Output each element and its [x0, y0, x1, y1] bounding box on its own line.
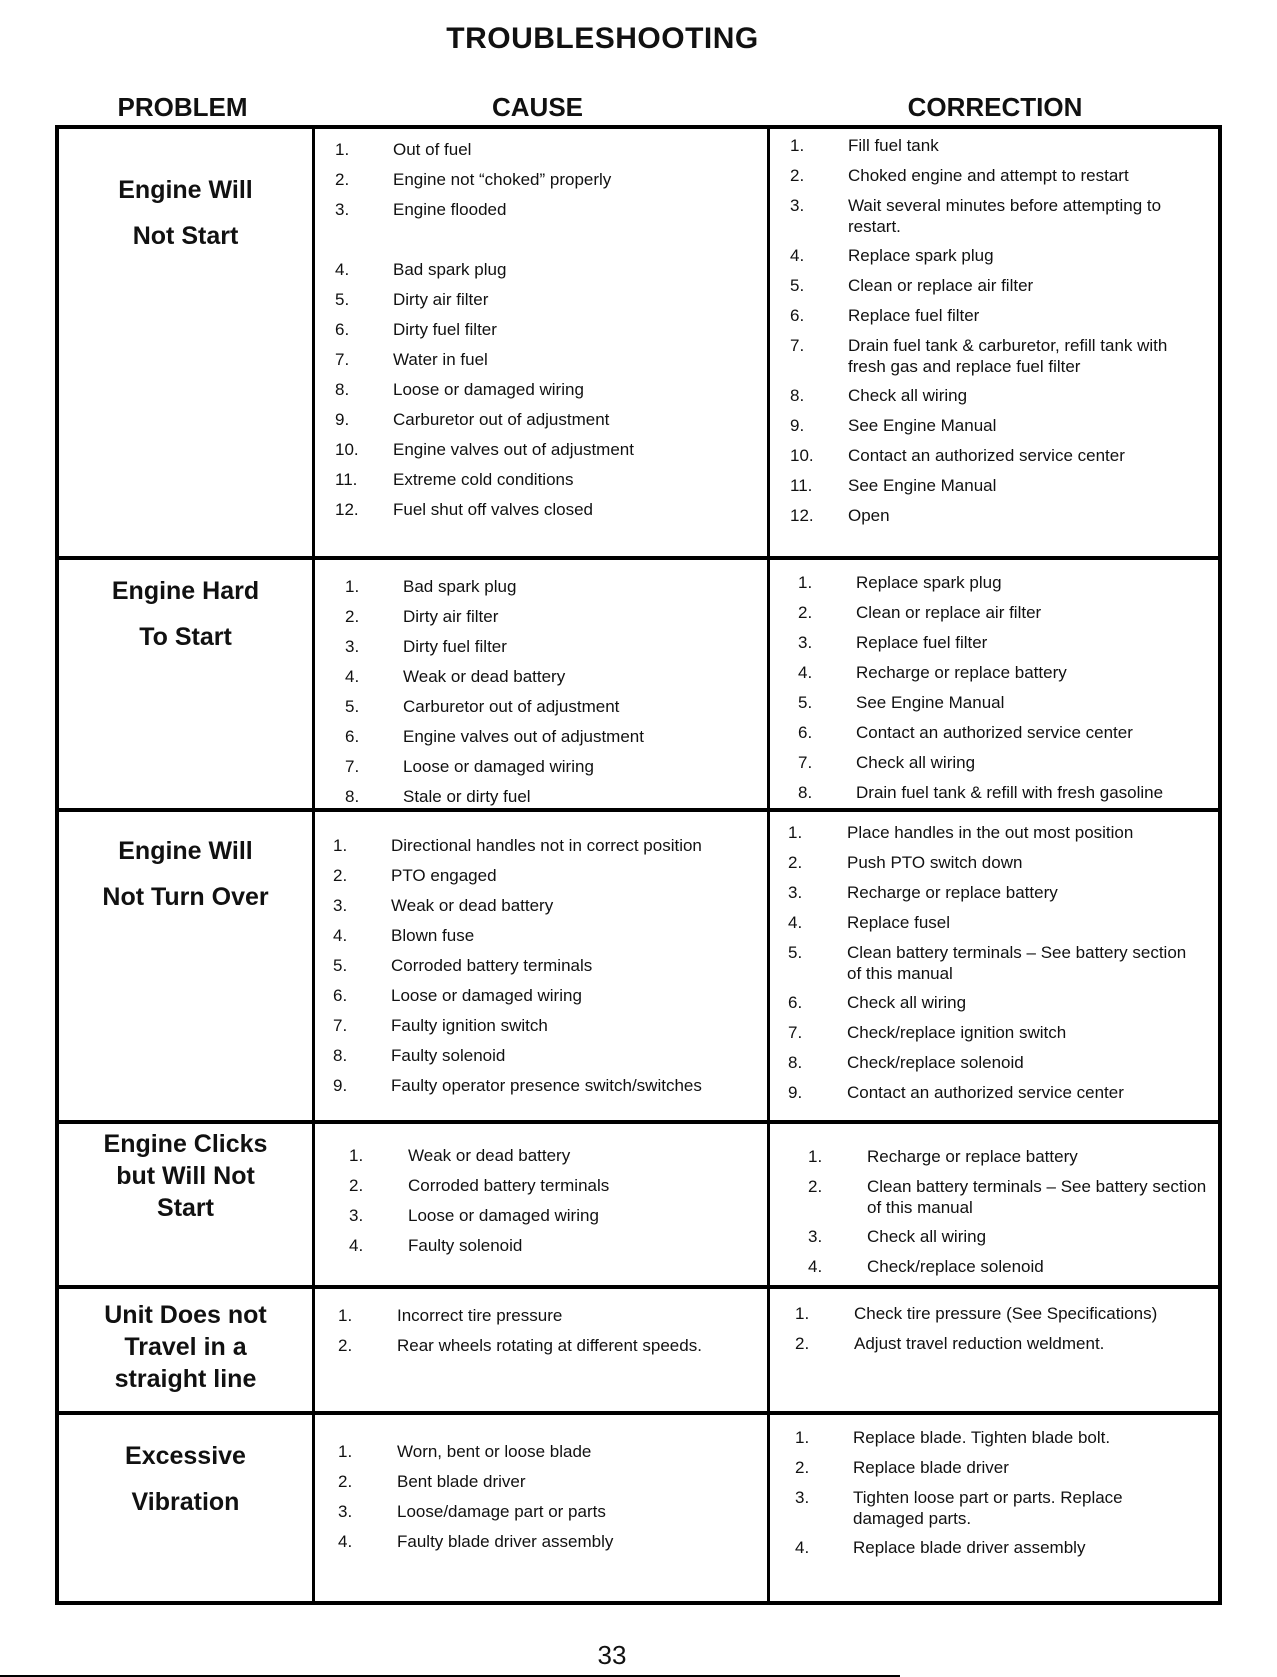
cause-item-number: 4. [345, 667, 360, 686]
correction-item-text: Push PTO switch down [847, 853, 1023, 872]
problem-cell [59, 1415, 315, 1601]
correction-item-number: 10. [790, 446, 814, 465]
problem-label: Unit Does not Travel in a straight line [104, 1301, 267, 1393]
problem-label: Excessive Vibration [125, 1442, 246, 1516]
cause-item-text: Bad spark plug [403, 577, 517, 596]
cause-item-number: 6. [333, 986, 348, 1005]
table-row [59, 1411, 1218, 1601]
correction-item-text: Replace spark plug [848, 246, 994, 265]
correction-item-number: 1. [795, 1428, 810, 1447]
correction-item-text: Clean or replace air filter [848, 276, 1034, 295]
page-title: TROUBLESHOOTING [446, 22, 759, 55]
cause-item-number: 1. [333, 836, 348, 855]
cause-item-number: 8. [333, 1046, 348, 1065]
cause-item-number: 1. [335, 140, 350, 159]
cause-item-number: 1. [338, 1306, 353, 1325]
cause-item-text: Faulty ignition switch [391, 1016, 548, 1035]
correction-item-number: 1. [788, 823, 803, 842]
cause-item-number: 2. [338, 1336, 353, 1355]
table-row [59, 556, 1218, 808]
cause-item-text: Faulty operator presence switch/switches [391, 1076, 702, 1095]
cause-item-text: Engine flooded [393, 200, 507, 219]
correction-item-text: Wait several minutes before attempting to restart. [848, 196, 1162, 236]
cause-item-text: Engine not “choked” properly [393, 170, 612, 189]
correction-item-text: Contact an authorized service center [856, 723, 1133, 742]
cause-item-text: Engine valves out of adjustment [403, 727, 644, 746]
cause-cell [315, 1124, 770, 1285]
correction-item-number: 3. [795, 1488, 810, 1507]
cause-item-text: Faulty solenoid [391, 1046, 506, 1065]
correction-item-text: Clean battery terminals – See battery section of this manual [867, 1177, 1207, 1217]
correction-item-number: 8. [790, 386, 805, 405]
correction-item-number: 1. [798, 573, 813, 592]
cause-item-number: 2. [333, 866, 348, 885]
cause-item-number: 9. [333, 1076, 348, 1095]
correction-item-number: 2. [808, 1177, 823, 1196]
cause-item-number: 3. [335, 200, 350, 219]
cause-item-number: 3. [338, 1502, 353, 1521]
correction-item-text: Drain fuel tank & refill with fresh gasoline [856, 783, 1164, 802]
cause-item-number: 5. [335, 290, 350, 309]
cause-item-text: PTO engaged [391, 866, 497, 885]
problem-label: Engine Hard To Start [111, 577, 260, 651]
correction-item-text: Adjust travel reduction weldment. [854, 1334, 1105, 1353]
cause-item-number: 5. [333, 956, 348, 975]
correction-item-number: 2. [795, 1458, 810, 1477]
cause-item-text: Faulty solenoid [408, 1236, 523, 1255]
correction-item-text: Check all wiring [856, 753, 976, 772]
cause-item-number: 6. [345, 727, 360, 746]
correction-item-text: Replace fusel [847, 913, 951, 932]
cause-item-text: Loose/damage part or parts [397, 1502, 606, 1521]
cause-item-number: 8. [345, 787, 360, 806]
correction-cell [770, 560, 1218, 808]
cause-item-text: Dirty air filter [403, 607, 499, 626]
correction-item-number: 2. [790, 166, 805, 185]
problem-cell [59, 1124, 315, 1285]
cause-cell [315, 1415, 770, 1601]
cause-item-number: 2. [345, 607, 360, 626]
correction-item-text: Tighten loose part or parts. Replace damaged parts. [853, 1488, 1123, 1528]
page-number: 33 [597, 1640, 627, 1670]
cause-item-number: 2. [335, 170, 350, 189]
cause-item-text: Dirty fuel filter [403, 637, 507, 656]
correction-item-number: 3. [808, 1227, 823, 1246]
problem-cell [59, 1289, 315, 1411]
correction-item-number: 7. [798, 753, 813, 772]
cause-item-text: Out of fuel [393, 140, 472, 159]
cause-item-text: Incorrect tire pressure [397, 1306, 563, 1325]
cause-item-text: Weak or dead battery [403, 667, 566, 686]
cause-item-text: Rear wheels rotating at different speeds. [397, 1336, 702, 1355]
cause-item-text: Carburetor out of adjustment [403, 697, 620, 716]
correction-item-number: 8. [798, 783, 813, 802]
correction-item-text: Replace fuel filter [848, 306, 980, 325]
cause-cell [315, 1289, 770, 1411]
correction-item-number: 3. [798, 633, 813, 652]
problem-cell [59, 560, 315, 808]
cause-item-number: 4. [335, 260, 350, 279]
correction-item-text: Place handles in the out most position [847, 823, 1134, 842]
correction-item-text: Recharge or replace battery [867, 1147, 1078, 1166]
cause-item-number: 4. [333, 926, 348, 945]
table-row [59, 808, 1218, 1120]
cause-item-text: Weak or dead battery [391, 896, 554, 915]
correction-item-number: 1. [795, 1304, 810, 1323]
cause-item-number: 3. [333, 896, 348, 915]
correction-item-text: Check tire pressure (See Specifications) [854, 1304, 1158, 1323]
cause-item-text: Directional handles not in correct position [391, 836, 702, 855]
table-row [59, 1285, 1218, 1411]
cause-item-text: Extreme cold conditions [393, 470, 574, 489]
cause-item-text: Weak or dead battery [408, 1146, 571, 1165]
correction-item-text: See Engine Manual [848, 416, 997, 435]
correction-cell [770, 129, 1218, 556]
correction-item-text: Replace blade. Tighten blade bolt. [853, 1428, 1111, 1447]
correction-item-number: 4. [798, 663, 813, 682]
correction-item-number: 7. [790, 336, 805, 355]
header-cause: CAUSE [491, 92, 583, 122]
cause-item-number: 7. [345, 757, 360, 776]
cause-item-number: 10. [335, 440, 359, 459]
correction-item-number: 4. [795, 1538, 810, 1557]
correction-cell [770, 1415, 1218, 1601]
correction-item-text: Clean or replace air filter [856, 603, 1042, 622]
troubleshooting-table [55, 125, 1222, 1605]
correction-item-text: Replace blade driver assembly [853, 1538, 1086, 1557]
cause-item-text: Corroded battery terminals [408, 1176, 610, 1195]
cause-item-number: 1. [349, 1146, 364, 1165]
correction-item-text: Open [848, 506, 890, 525]
cause-item-text: Loose or damaged wiring [391, 986, 582, 1005]
cause-item-text: Water in fuel [393, 350, 488, 369]
correction-item-number: 5. [788, 943, 803, 962]
cause-item-text: Engine valves out of adjustment [393, 440, 634, 459]
correction-item-number: 6. [788, 993, 803, 1012]
header-correction: CORRECTION [907, 92, 1083, 122]
cause-item-number: 11. [335, 470, 358, 489]
correction-item-number: 6. [790, 306, 805, 325]
cause-item-text: Dirty air filter [393, 290, 489, 309]
correction-item-number: 7. [788, 1023, 803, 1042]
correction-cell [770, 812, 1218, 1120]
correction-item-text: Recharge or replace battery [847, 883, 1058, 902]
correction-item-number: 9. [788, 1083, 803, 1102]
correction-cell [770, 1289, 1218, 1411]
correction-item-text: Contact an authorized service center [848, 446, 1125, 465]
cause-item-number: 1. [345, 577, 360, 596]
correction-item-text: Fill fuel tank [848, 136, 939, 155]
cause-item-text: Dirty fuel filter [393, 320, 497, 339]
correction-item-text: See Engine Manual [848, 476, 997, 495]
correction-item-text: Check/replace ignition switch [847, 1023, 1067, 1042]
correction-item-number: 2. [795, 1334, 810, 1353]
problem-label: Engine Will Not Start [118, 176, 253, 250]
problem-cell [59, 129, 315, 556]
correction-item-text: Recharge or replace battery [856, 663, 1067, 682]
cause-cell [315, 129, 770, 556]
correction-item-number: 1. [790, 136, 805, 155]
cause-item-text: Worn, bent or loose blade [397, 1442, 592, 1461]
correction-item-text: Replace fuel filter [856, 633, 988, 652]
cause-item-text: Blown fuse [391, 926, 475, 945]
correction-item-number: 3. [788, 883, 803, 902]
correction-item-number: 8. [788, 1053, 803, 1072]
table-row [59, 1120, 1218, 1285]
correction-item-text: Check/replace solenoid [867, 1257, 1044, 1276]
correction-item-text: Drain fuel tank & carburetor, refill tank with fresh gas and replace fuel filter [848, 336, 1168, 376]
correction-item-text: Check/replace solenoid [847, 1053, 1024, 1072]
cause-item-number: 8. [335, 380, 350, 399]
cause-item-text: Faulty blade driver assembly [397, 1532, 614, 1551]
cause-item-text: Loose or damaged wiring [403, 757, 594, 776]
cause-item-text: Carburetor out of adjustment [393, 410, 610, 429]
cause-item-number: 9. [335, 410, 350, 429]
correction-item-number: 9. [790, 416, 805, 435]
correction-item-number: 2. [798, 603, 813, 622]
cause-item-text: Stale or dirty fuel [403, 787, 531, 806]
cause-item-text: Loose or damaged wiring [393, 380, 584, 399]
cause-item-number: 2. [349, 1176, 364, 1195]
correction-item-number: 4. [808, 1257, 823, 1276]
problem-label: Engine Clicks but Will Not Start [103, 1130, 268, 1222]
correction-item-number: 5. [798, 693, 813, 712]
correction-item-number: 3. [790, 196, 805, 215]
correction-item-text: Check all wiring [867, 1227, 987, 1246]
correction-item-number: 5. [790, 276, 805, 295]
correction-item-text: Choked engine and attempt to restart [848, 166, 1129, 185]
cause-item-number: 1. [338, 1442, 353, 1461]
correction-item-text: Contact an authorized service center [847, 1083, 1124, 1102]
correction-item-number: 4. [790, 246, 805, 265]
table-row [59, 129, 1218, 556]
correction-item-number: 1. [808, 1147, 823, 1166]
correction-item-text: Clean battery terminals – See battery section of this manual [847, 943, 1187, 983]
cause-item-number: 4. [338, 1532, 353, 1551]
cause-item-number: 7. [333, 1016, 348, 1035]
cause-item-text: Corroded battery terminals [391, 956, 593, 975]
correction-item-number: 11. [790, 476, 813, 495]
cause-item-text: Fuel shut off valves closed [393, 500, 594, 519]
cause-item-number: 7. [335, 350, 350, 369]
cause-item-number: 5. [345, 697, 360, 716]
cause-item-number: 3. [349, 1206, 364, 1225]
cause-item-number: 4. [349, 1236, 364, 1255]
cause-item-number: 6. [335, 320, 350, 339]
correction-item-text: Check all wiring [848, 386, 968, 405]
correction-item-number: 12. [790, 506, 814, 525]
cause-item-number: 12. [335, 500, 359, 519]
cause-item-number: 3. [345, 637, 360, 656]
cause-cell [315, 812, 770, 1120]
problem-label: Engine Will Not Turn Over [102, 837, 269, 911]
cause-item-text: Bent blade driver [397, 1472, 526, 1491]
correction-item-text: Replace blade driver [853, 1458, 1009, 1477]
correction-item-text: See Engine Manual [856, 693, 1005, 712]
correction-item-number: 2. [788, 853, 803, 872]
cause-item-text: Bad spark plug [393, 260, 507, 279]
header-problem: PROBLEM [117, 92, 248, 122]
cause-item-text: Loose or damaged wiring [408, 1206, 599, 1225]
problem-cell [59, 812, 315, 1120]
correction-item-text: Replace spark plug [856, 573, 1002, 592]
correction-item-text: Check all wiring [847, 993, 967, 1012]
correction-item-number: 4. [788, 913, 803, 932]
correction-cell [770, 1124, 1218, 1285]
correction-item-number: 6. [798, 723, 813, 742]
cause-cell [315, 560, 770, 808]
cause-item-number: 2. [338, 1472, 353, 1491]
